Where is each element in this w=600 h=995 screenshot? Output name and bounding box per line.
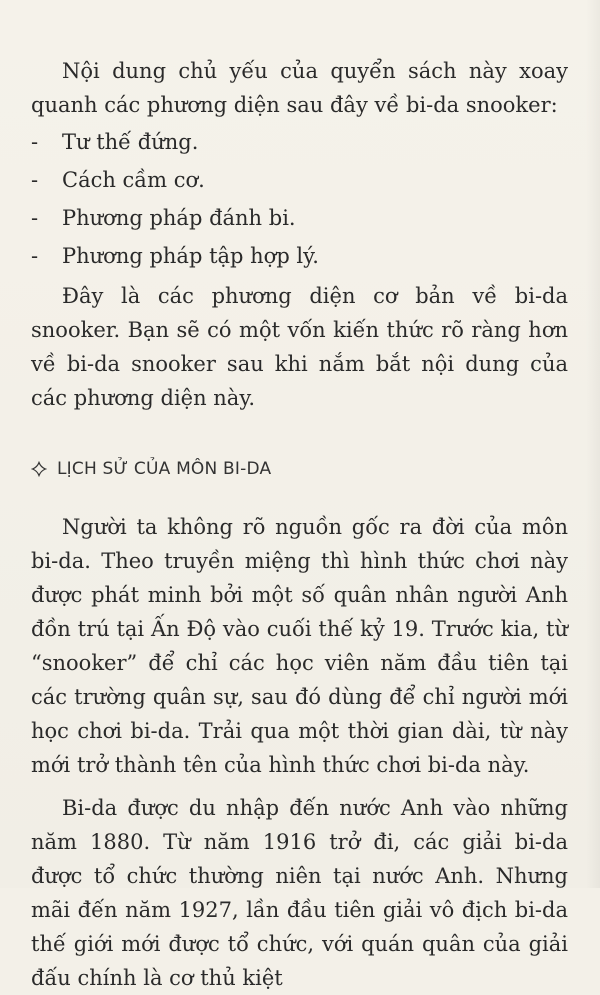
summary-paragraph: Đây là các phương diện cơ bản về bi-da snooker. Bạn sẽ có một vốn kiến thức rõ ràng hơn về bi-da snooker sau khi nắm bắt nội dung của các phương diện này. xyxy=(31,284,568,410)
list-item-text: Phương pháp tập hợp lý. xyxy=(62,244,319,268)
list-bullet: - xyxy=(31,244,39,268)
list-bullet: - xyxy=(31,130,39,154)
list-item-text: Phương pháp đánh bi. xyxy=(62,206,296,230)
page-edge-shadow xyxy=(586,0,600,888)
section-heading xyxy=(31,452,568,486)
list-bullet: - xyxy=(31,168,39,192)
topic-list xyxy=(31,125,568,277)
list-item xyxy=(31,125,568,163)
list-bullet: - xyxy=(31,206,39,230)
page-content xyxy=(31,54,568,995)
list-item xyxy=(31,239,568,277)
section-heading-text: LỊCH SỬ CỦA MÔN BI-DA xyxy=(57,459,272,479)
list-item-text: Cách cầm cơ. xyxy=(62,168,205,192)
history-paragraph-2: Bi-da được du nhập đến nước Anh vào những năm 1880. Từ năm 1916 trở đi, các giải bi-da được tổ chức thường niên tại nước Anh. Nhưng mãi đến năm 1927, lần đầu tiên giải vô địch bi-da thế giới mới được tổ chức, với quán quân của giải đấu chính là cơ thủ kiệt xyxy=(31,796,568,990)
list-item xyxy=(31,163,568,201)
intro-paragraph: Nội dung chủ yếu của quyển sách này xoay quanh các phương diện sau đây về bi-da snooker: xyxy=(31,59,568,117)
list-item-text: Tư thế đứng. xyxy=(62,130,199,154)
history-paragraph-1: Người ta không rõ nguồn gốc ra đời của môn bi-da. Theo truyền miệng thì hình thức chơi này được phát minh bởi một số quân nhân người Anh đồn trú tại Ấn Độ vào cuối thế kỷ 19. Trước kia, từ “snooker” để chỉ các học viên năm đầu tiên tại các trường quân sự, sau đó dùng để chỉ người mới học chơi bi-da. Trải qua một thời gian dài, từ này mới trở thành tên của hình thức chơi bi-da này. xyxy=(31,515,568,777)
diamond-outline-icon xyxy=(31,461,47,477)
list-item xyxy=(31,201,568,239)
